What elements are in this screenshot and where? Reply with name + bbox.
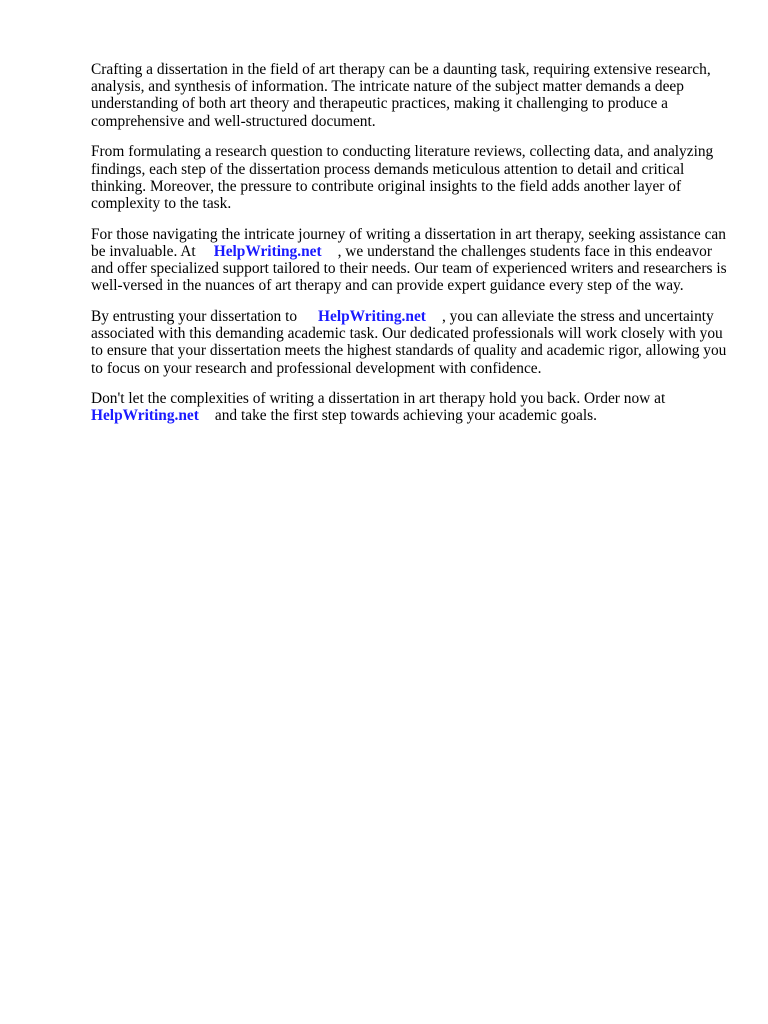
paragraph-text: For those navigating the intricate journey of writing a dissertation in art therapy, seeking assistance can be invaluable. At (91, 225, 726, 260)
paragraph-text: Don't let the complexities of writing a dissertation in art therapy hold you back. Order now at (91, 390, 666, 408)
document-body (91, 61, 731, 438)
paragraph-process: From formulating a research question to conducting literature reviews, collecting data, and analyzing findings, each step of the dissertation process demands meticulous attention to detail and critical thinking. Moreover, the pressure to contribute original insights to the field adds another layer of complexity to the task. (91, 143, 714, 212)
paragraph-text: , we understand the challenges students face in this endeavor and offer specialized support tailored to their needs. Our team of experienced writers and researchers is well-versed in the nuances of art therapy and can provide expert guidance every step of the way. (91, 242, 727, 295)
paragraph-intro: Crafting a dissertation in the field of art therapy can be a daunting task, requiring extensive research, analysis, and synthesis of information. The intricate nature of the subject matter demands a deep understanding of both art theory and therapeutic practices, making it challenging to produce a comprehensive and well-structured document. (91, 61, 711, 130)
helpwriting-link[interactable]: HelpWriting.net (318, 307, 426, 325)
helpwriting-link[interactable]: HelpWriting.net (213, 242, 322, 260)
paragraph-text: , you can alleviate the stress and uncertainty associated with this demanding academic task. Our dedicated professionals will work closely with you to ensure that your dissertation meets the highest standards of quality and academic rigor, allowing you to focus on your research and professional development with confidence. (91, 307, 727, 377)
paragraph-text: and take the first step towards achieving your academic goals. (214, 407, 597, 425)
helpwriting-link[interactable]: HelpWriting.net (91, 407, 199, 425)
paragraph-call-to-action (91, 390, 731, 424)
paragraph-entrusting (91, 308, 731, 377)
paragraph-text: By entrusting your dissertation to (91, 307, 298, 325)
paragraph-assistance (91, 226, 731, 295)
